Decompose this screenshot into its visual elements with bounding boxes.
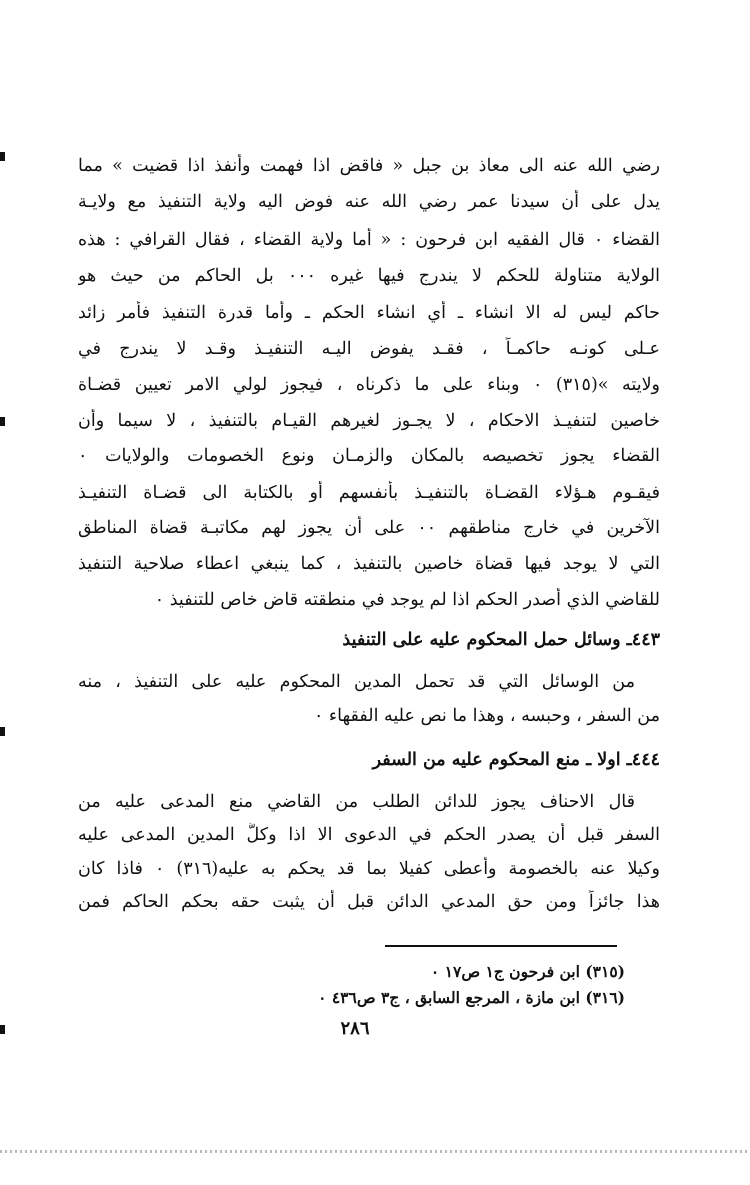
body-line: للقاضي الذي أصدر الحكم اذا لم يوجد في منطقته قاض خاص للتنفيذ ٠ <box>154 590 660 610</box>
body-line: قال الاحناف يجوز للدائن الطلب من القاضي منع المدعى عليه من <box>78 792 635 812</box>
body-line: فيقـوم هـؤلاء القضـاة بالتنفيـذ بأنفسهم أو بالكتابة الى قضـاة التنفيـذ <box>78 483 660 503</box>
footnote-315: (٣١٥) ابن فرحون ج١ ص١٧ ٠ <box>430 962 625 981</box>
body-line: الآخرين في خارج مناطقهم ٠٠ على أن يجوز لهم مكاتبـة قضاة المناطق <box>78 518 660 538</box>
body-line: التي لا يوجد فيها قضاة خاصين بالتنفيذ ، كما ينبغي اعطاء صلاحية التنفيذ <box>78 554 660 574</box>
scan-edge-mark <box>0 1025 5 1034</box>
body-line: من الوسائل التي قد تحمل المدين المحكوم عليه على التنفيذ ، منه <box>78 672 635 692</box>
footnote-rule <box>385 945 617 947</box>
body-line: عـلى كونـه حاكمـاً ، فقـد يفوض اليـه التنفيـذ وقـد لا يندرج في <box>78 339 660 359</box>
body-line: هذا جائزاً ومن حق المدعي الدائن قبل أن يثبت حقه بحكم الحاكم فمن <box>78 892 660 912</box>
body-line: وكيلا عنه بالخصومة وأعطى كفيلا بما قد يحكم به عليه(٣١٦) ٠ فاذا كان <box>78 859 660 879</box>
body-line: رضي الله عنه الى معاذ بن جبل « فاقض اذا فهمت وأنفذ اذا قضيت » مما <box>78 156 660 176</box>
scan-edge-mark <box>0 417 5 426</box>
body-line: يدل على أن سيدنا عمر رضي الله عنه فوض اليه ولاية التنفيذ مع ولايـة <box>78 192 660 212</box>
footnote-316: (٣١٦) ابن مازة ، المرجع السابق ، ج٣ ص٤٣٦ ٠ <box>318 988 625 1007</box>
scan-edge-mark <box>0 152 5 161</box>
body-line: القضاء ٠ قال الفقيه ابن فرحون : « أما ولاية القضاء ، فقال القرافي : هذه <box>78 230 660 250</box>
section-heading-443: ٤٤٣ـ وسائل حمل المحكوم عليه على التنفيذ <box>342 630 660 650</box>
body-line: حاكم ليس له الا انشاء ـ أي انشاء الحكم ـ وأما قدرة التنفيذ فأمر زائد <box>78 303 660 323</box>
scan-edge-mark <box>0 727 5 736</box>
body-line: السفر قبل أن يصدر الحكم في الدعوى الا اذا وكلَّ المدين المدعى عليه <box>78 825 660 845</box>
scan-bottom-edge <box>0 1150 750 1153</box>
body-line: القضاء يجوز تخصيصه بالمكان والزمـان ونوع الخصومات والولايات ٠ <box>78 446 660 466</box>
body-line: من السفر ، وحبسه ، وهذا ما نص عليه الفقهاء ٠ <box>313 706 660 726</box>
body-line: الولاية متناولة للحكم لا يندرج فيها غيره ٠٠٠ بل الحاكم من حيث هو <box>78 266 660 286</box>
body-line: خاصين لتنفيـذ الاحكام ، لا يجـوز لغيرهم القيـام بالتنفيذ ، لا سيما وأن <box>78 411 660 431</box>
section-heading-444: ٤٤٤ـ اولا ـ منع المحكوم عليه من السفر <box>372 750 660 770</box>
page-number: ٢٨٦ <box>340 1018 370 1039</box>
body-line: ولايته »(٣١٥) ٠ وبناء على ما ذكرناه ، فيجوز لولي الامر تعيين قضـاة <box>78 375 660 395</box>
